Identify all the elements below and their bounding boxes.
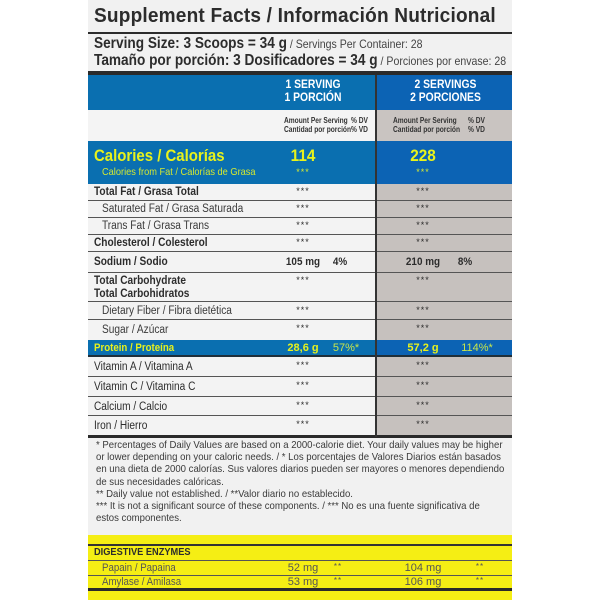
nutrient-row-vitamin-a [88, 357, 512, 377]
nutrient-row-dietary-fiber [88, 302, 512, 320]
value-col1: *** [296, 220, 310, 230]
dv-en: % DV [468, 116, 485, 125]
vd-es: % VD [351, 125, 368, 134]
col2-header-es: 2 PORCIONES [410, 92, 481, 104]
dv-col1: 57%* [332, 342, 360, 354]
dv-label-col2 [468, 116, 485, 134]
column-header-1-serving [264, 79, 363, 105]
value-col1: *** [296, 203, 310, 213]
value-col2: *** [416, 220, 430, 230]
footnotes [96, 440, 506, 525]
enzyme-amylase-col1: 53 mg [287, 576, 319, 588]
nutrient-row-protein [88, 340, 512, 357]
value-col2: *** [416, 275, 430, 285]
supplement-facts-panel [88, 0, 512, 600]
value-col2: *** [416, 323, 430, 333]
amount-per-serving-label-col1 [284, 116, 351, 134]
nutrient-row-cholesterol [88, 235, 512, 252]
dv-en: % DV [351, 116, 368, 125]
nutrient-row-sodium [88, 252, 512, 273]
footnote-daily-values: * Percentages of Daily Values are based on a 2000-calorie diet. Your daily values may be higher or lower depending on your caloric needs. / * Los porcentajes de Valores Diarios están basados en una dieta de 2000 calorías. Sus valores diarios pueden ser mayores o menores dependiendo de sus necesidades calóricas. [96, 440, 505, 488]
value-col1: *** [296, 323, 310, 333]
amount-es: Cantidad por porción [393, 125, 461, 134]
enzyme-label-papain: Papain / Papaina [102, 562, 176, 574]
nutrient-row-iron [88, 416, 512, 435]
amount-per-serving-label-col2 [393, 116, 460, 134]
enzyme-amylase-col2: 106 mg [404, 576, 442, 588]
calories-from-fat-col2: *** [416, 167, 430, 177]
enzymes-divider [88, 560, 512, 561]
enzyme-label-amylase: Amylase / Amilasa [102, 576, 182, 588]
footnote-not-established: ** Daily value not established. / **Valor diario no establecido. [96, 488, 353, 500]
value-col2: *** [416, 186, 430, 196]
value-col1: *** [296, 186, 310, 196]
col1-header-es: 1 PORCIÓN [284, 92, 342, 104]
column-divider [375, 75, 377, 437]
nutrient-label: Iron / Hierro [94, 420, 148, 432]
nutrient-row-sugar [88, 320, 512, 340]
enzyme-papain-col1: 52 mg [287, 562, 319, 574]
value-col1: *** [296, 360, 310, 370]
nutrient-row-total-carbohydrate [88, 273, 512, 302]
enzyme-papain-dv1: ** [333, 562, 343, 571]
value-col2: *** [416, 305, 430, 315]
amount-en: Amount Per Serving [393, 116, 457, 125]
nutrient-row-saturated-fat [88, 201, 512, 218]
enzyme-papain-col2: 104 mg [404, 562, 442, 574]
value-col2: *** [416, 360, 430, 370]
nutrient-label: Vitamin A / Vitamina A [94, 361, 193, 373]
nutrient-label: Saturated Fat / Grasa Saturada [102, 203, 244, 215]
serving-size-es-bold: Tamaño por porción: 3 Dosificadores = 34 g [94, 52, 378, 69]
enzyme-amylase-dv2: ** [475, 576, 485, 585]
value-col2: *** [416, 380, 430, 390]
nutrient-label [94, 275, 189, 301]
nutrient-label: Total Fat / Grasa Total [94, 186, 199, 198]
calories-col2: 228 [410, 146, 436, 165]
enzyme-amylase-dv1: ** [333, 576, 343, 585]
dv-col2: 114%* [461, 342, 493, 354]
nutrient-label: Vitamin C / Vitamina C [94, 381, 196, 393]
serving-size-es [94, 52, 506, 70]
value-col2: 57,2 g [407, 342, 439, 354]
calories-from-fat-label: Calories from Fat / Calorías de Grasa [102, 166, 256, 178]
enzyme-papain-dv2: ** [475, 562, 485, 571]
dv-col1: 4% [332, 256, 348, 268]
value-col1: *** [296, 419, 310, 429]
enzymes-title: DIGESTIVE ENZYMES [94, 546, 191, 558]
value-col2: 210 mg [405, 256, 441, 268]
serving-size-en-bold: Serving Size: 3 Scoops = 34 g [94, 35, 287, 52]
col1-header-en: 1 SERVING [285, 79, 341, 91]
value-col1: *** [296, 305, 310, 315]
title-divider [88, 32, 512, 34]
value-col1: 105 mg [285, 256, 321, 268]
nutrient-label: Dietary Fiber / Fibra dietética [102, 305, 232, 317]
value-col1: *** [296, 380, 310, 390]
column-header-2-servings [394, 79, 498, 105]
nutrient-label-es: Total Carbohidratos [94, 288, 190, 300]
panel-title: Supplement Facts / Información Nutricional [94, 4, 496, 27]
nutrient-row-vitamin-c [88, 377, 512, 397]
calories-from-fat-col1: *** [296, 167, 310, 177]
amount-en: Amount Per Serving [284, 116, 348, 125]
value-col2: *** [416, 400, 430, 410]
value-col1: *** [296, 237, 310, 247]
nutrient-label: Cholesterol / Colesterol [94, 237, 208, 249]
vd-es: % VD [468, 125, 485, 134]
value-col2: *** [416, 203, 430, 213]
value-col1: *** [296, 400, 310, 410]
footnote-not-significant: *** It is not a significant source of these components. / *** No es una fuente significativa de estos componentes. [96, 501, 480, 525]
amount-es: Cantidad por porción [284, 125, 352, 134]
value-col1: 28,6 g [287, 342, 319, 354]
nutrient-label: Protein / Proteína [94, 342, 175, 354]
nutrient-label: Sugar / Azúcar [102, 324, 169, 336]
nutrient-row-trans-fat [88, 218, 512, 235]
servings-per-container-es: / Porciones por envase: 28 [377, 54, 507, 68]
enzymes-bottom-divider [88, 588, 512, 591]
value-col1: *** [296, 275, 310, 285]
nutrient-label: Trans Fat / Grasa Trans [102, 220, 210, 232]
nutrient-label-en: Total Carbohydrate [94, 275, 187, 287]
dv-label-col1 [351, 116, 368, 134]
col2-header-en: 2 SERVINGS [414, 79, 477, 91]
table-bottom-divider [88, 435, 512, 438]
nutrient-label: Calcium / Calcio [94, 401, 168, 413]
value-col2: *** [416, 237, 430, 247]
nutrient-label: Sodium / Sodio [94, 256, 168, 268]
calories-col1: 114 [290, 146, 316, 165]
nutrient-row-total-fat [88, 184, 512, 201]
nutrient-row-calcium [88, 397, 512, 416]
dv-col2: 8% [457, 256, 473, 268]
value-col2: *** [416, 419, 430, 429]
serving-size-en [94, 35, 423, 53]
servings-per-container-en: / Servings Per Container: 28 [286, 37, 423, 51]
calories-label: Calories / Calorías [94, 146, 225, 165]
